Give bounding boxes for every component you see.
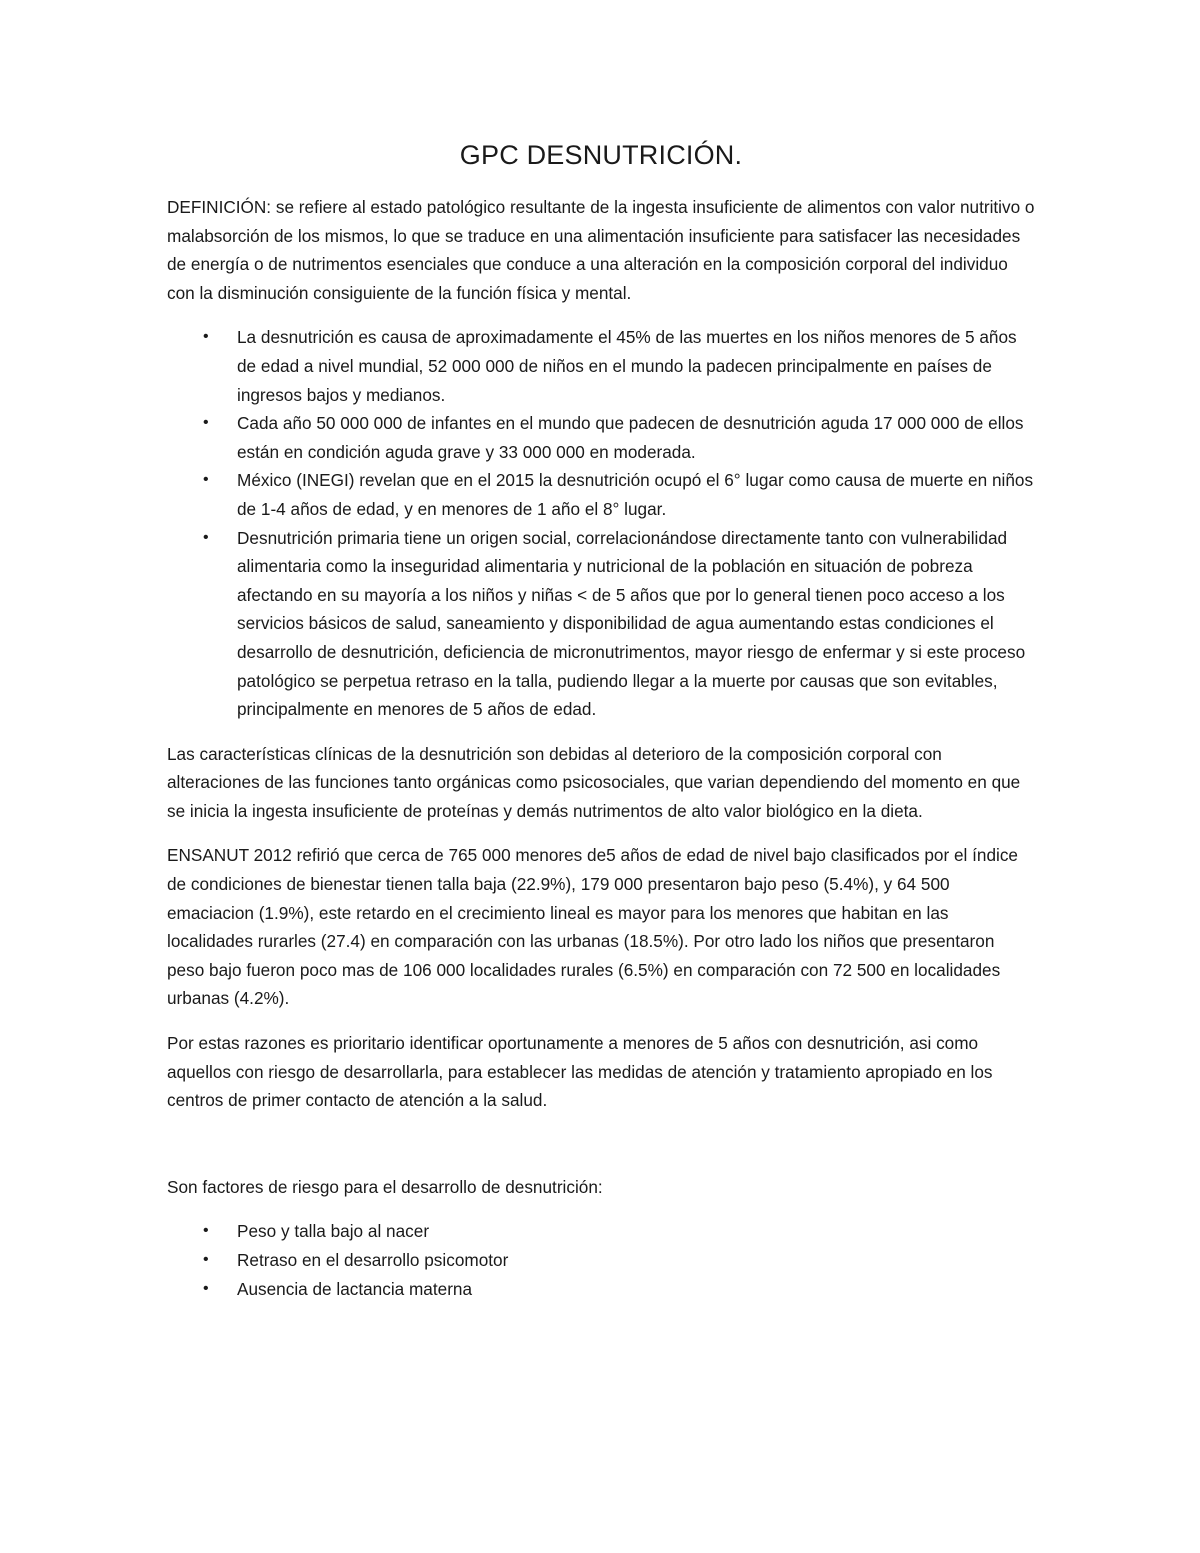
risk-factors-intro: Son factores de riesgo para el desarrollo de desnutrición: <box>167 1176 603 1197</box>
priority-paragraph: Por estas razones es prioritario identificar oportunamente a menores de 5 años con desnutrición, asi como aquellos con riesgo de desarrollarla, para establecer las medidas de atención y tratamiento apropiado en los centros de primer contacto de atención a la salud. <box>167 1033 993 1111</box>
list-item: • Desnutrición primaria tiene un origen social, correlacionándose directamente tanto con vulnerabilidad alimentaria como la inseguridad alimentaria y nutricional de la población en situación de pobreza afectando en su mayoría a los niños y niñas < de 5 años que por lo general tienen poco acceso a los servicios básicos de salud, saneamiento y disponibilidad de agua aumentando estas condiciones el desarrollo de desnutrición, deficiencia de micronutrimentos, mayor riesgo de enfermar y si este proceso patológico se perpetua retraso en la talla, pudiendo llegar a la muerte por causas que son evitables, principalmente en menores de 5 años de edad. <box>167 524 1035 724</box>
bullet-icon: • <box>203 414 209 432</box>
spacer <box>167 1131 1035 1173</box>
list-item: • México (INEGI) revelan que en el 2015 la desnutrición ocupó el 6° lugar como causa de muerte en niños de 1-4 años de edad, y en menores de 1 año el 8° lugar. <box>167 466 1035 523</box>
ensanut-paragraph: ENSANUT 2012 refirió que cerca de 765 000 menores de5 años de edad de nivel bajo clasificados por el índice de condiciones de bienestar tienen talla baja (22.9%), 179 000 presentaron bajo peso (5.4%), y 64 500 emaciacion (1.9%), este retardo en el crecimiento lineal es mayor para los menores que habitan en las localidades rurarles (27.4) en comparación con las urbanas (18.5%). Por otro lado los niños que presentaron peso bajo fueron poco mas de 106 000 localidades rurales (6.5%) en comparación con 72 500 en localidades urbanas (4.2%). <box>167 845 1018 1009</box>
list-item: • La desnutrición es causa de aproximadamente el 45% de las muertes en los niños menores de 5 años de edad a nivel mundial, 52 000 000 de niños en el mundo la padecen principalmente en países de ingresos bajos y medianos. <box>167 323 1035 409</box>
statistics-bullet-list <box>167 323 1035 723</box>
list-item: • Peso y talla bajo al nacer <box>167 1217 1035 1246</box>
risk-factors-list <box>167 1217 1035 1303</box>
list-item: • Retraso en el desarrollo psicomotor <box>167 1246 1035 1275</box>
bullet-icon: • <box>203 528 209 546</box>
bullet-icon: • <box>203 1251 209 1268</box>
document-page <box>167 140 1035 1319</box>
clinical-paragraph: Las características clínicas de la desnutrición son debidas al deterioro de la composición corporal con alteraciones de las funciones tanto orgánicas como psicosociales, que varian dependiendo del momento en que se inicia la ingesta insuficiente de proteínas y demás nutrimentos de alto valor biológico en la dieta. <box>167 743 1021 821</box>
list-item: • Cada año 50 000 000 de infantes en el mundo que padecen de desnutrición aguda 17 000 000 de ellos están en condición aguda grave y 33 000 000 en moderada. <box>167 409 1035 466</box>
bullet-icon: • <box>203 1222 209 1240</box>
list-item: • Ausencia de lactancia materna <box>167 1275 1035 1304</box>
bullet-icon: • <box>203 328 209 346</box>
bullet-icon: • <box>203 1279 209 1297</box>
bullet-icon: • <box>203 471 209 489</box>
document-title: GPC DESNUTRICIÓN. <box>459 140 743 170</box>
definition-paragraph: DEFINICIÓN: se refiere al estado patológico resultante de la ingesta insuficiente de alimentos con valor nutritivo o malabsorción de los mismos, lo que se traduce en una alimentación insuficiente para satisfacer las necesidades de energía o de nutrimentos esenciales que conduce a una alteración en la composición corporal del individuo con la disminución consiguiente de la función física y mental. <box>167 197 1035 303</box>
